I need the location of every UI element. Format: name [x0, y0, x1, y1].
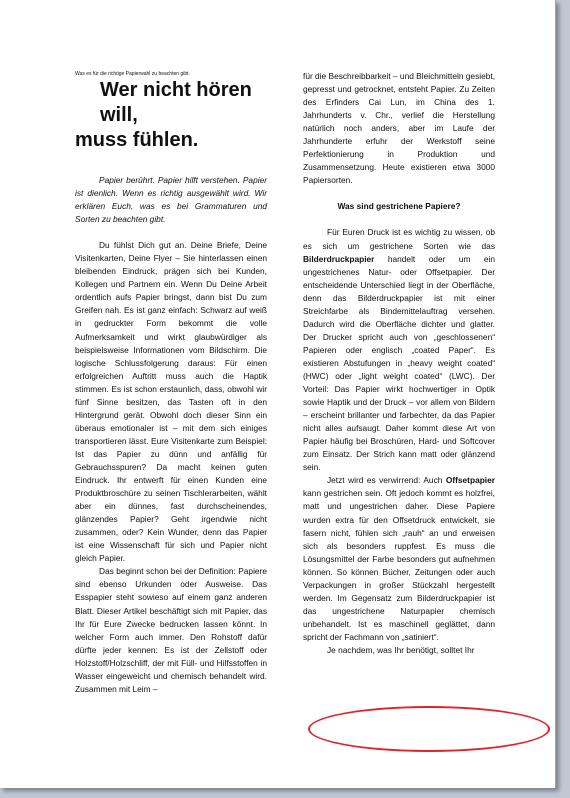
- paragraph-text: handelt oder um ein ungestrichenes Natur- oder Offsetpapier. Der entscheidende Unterschied liegt in der Oberfläche, denn das Bilderdruckpapier ist mit einer Streichfarbe als Bindemittelauftrag versehen. Dadurch wird die Oberfläche dichter und glatter. Der Drucker spricht auch von „geschlossenen“ Papieren oder englisch „coated Paper“. Es existieren Abstufungen in „heavy weight coated“ (HWC) oder „light weight coated“ (LWC). Der Vorteil: Das Papier wirkt hochwertiger in Optik sowie Haptik und der Druck – vor allem von Bildern – erscheint brillanter und farbechter, da das Papier nicht alles aufsaugt. Daher kommt diese Art von Papier häufig bei Broschüren, Hard- und Softcover zum Einsatz. Der Strich kann matt oder glänzend sein.: [303, 253, 495, 473]
- bold-term: Offsetpapier: [445, 475, 496, 486]
- body-paragraph-last: Je nachdem, was Ihr benötigt, solltet Ihr: [327, 644, 475, 655]
- body-paragraph: [303, 226, 495, 474]
- article-title: [75, 78, 267, 153]
- red-annotation-oval: [308, 706, 550, 752]
- body-paragraph: [303, 474, 495, 644]
- body-paragraph: für die Beschreibbarkeit – und Bleichmitteln gesiebt, gepresst und getrocknet, entsteht Papier. Zu Zeiten des Erfinders Cai Lun, im China des 1. Jahrhunderts v. Chr., verlief die Herstellung natürlich noch anders, aber im Laufe der Jahrhunderte erfuhr der Werkstoff seine Perfektionierung in Produktion und Zusammensetzung. Heute existieren etwa 3000 Papiersorten.: [303, 71, 496, 186]
- title-line-1: Wer nicht hören will,: [100, 79, 252, 126]
- paragraph-text: Für Euren Druck ist es wichtig zu wissen, ob es sich um gestrichene Sorten wie das: [303, 227, 495, 251]
- body-paragraph: Du fühlst Dich gut an. Deine Briefe, Deine Visitenkarten, Deine Flyer – Sie hinterlassen einen bleibenden Eindruck, prägen sich bei Kunden, Kollegen und Partnern ein. Wenn Du Deine Arbeit ordentlich aufs Papier bringst, dann bist Du zum Greifen nah. Es ist ganz einfach: Schwarz auf weiß in gedruckter Form bekommt die volle Aufmerksamkeit und wirkt glaubwürdiger als beispielsweise Informationen vom Bildschirm. Die logische Schlussfolgerung daraus: Für einen erfolgreichen Auftritt muss auch die Haptik stimmen. Es ist schon erstaunlich, dass, obwohl wir fünf Sinne besitzen, das Tasten oft in den Hintergrund gerät. Obwohl doch dieser Sinn ein überaus emotionaler ist – mit dem sich einiges transportieren lässt. Eure Visitenkarte zum Beispiel: Ist das Papier zu dünn und anfällig für Gebrauchsspuren? Da macht keinen guten Eindruck. Ihr entwerft für einen Kunden eine Produktbroschüre zu seinen Tischlerarbeiten, wählt aber ein dünnes, fast durchscheinendes, glänzendes Papier? Geht irgendwie nicht zusammen, oder? Kein Wunder, denn das Papier ist eine Wissenschaft für sich und Papier nicht gleich Papier.: [75, 240, 267, 564]
- body-paragraph: Das beginnt schon bei der Definition: Papiere sind ebenso Urkunden oder Ausweise. Das Esspapier steht sowieso auf einem ganz anderen Blatt. Dieser Artikel beschäftigt sich mit Papier, das Ihr für Eure Zwecke bedrucken lassen könnt. In welcher Form auch immer. Den Rohstoff dafür dürfte jeder kennen: Es ist der Zellstoff oder Holzstoff/Holzschliff, der mit Füll- und Hilfsstoffen in Wasser eingeweicht und chemisch behandelt wird. Zusammen mit Leim –: [75, 566, 267, 694]
- right-column: [303, 70, 495, 657]
- paragraph-text: kann gestrichen sein. Oft jedoch kommt es holzfrei, matt und ungestrichen daher. Diese Papiere wurden extra für den Offsetdruck entwickelt, sie fasern nicht, fühlen sich „rauh“ an und erweisen sich als besonders ruppfest. Es muss die Lösungsmittel der Farbe besonders gut aufnehmen können. So können Bücher, Zeitungen oder auch Verpackungen in großer Stückzahl hergestellt werden. Im Gegensatz zum Bilderdruckpapier ist das ungestrichene Naturpapier chemisch unbehandelt. Ist es maschinell geglättet, dann spricht der Fachmann von „satiniert“.: [303, 488, 495, 642]
- left-column: [75, 70, 267, 696]
- section-heading: Was sind gestrichene Papiere?: [337, 201, 461, 212]
- eyebrow-text: Was es für die richtige Papierwahl zu beachten gibt.: [75, 71, 190, 77]
- lead-paragraph: Papier berührt. Papier hilft verstehen. Papier ist dienlich. Wenn es richtig ausgewählt wird. Wir erklären Euch, was es bei Grammaturen und Sorten zu beachten gibt.: [75, 175, 267, 225]
- title-line-2: muss fühlen.: [75, 129, 199, 151]
- paragraph-text: Jetzt wird es verwirrend: Auch: [327, 475, 443, 486]
- bold-term: Bilderdruckpapier: [303, 253, 375, 264]
